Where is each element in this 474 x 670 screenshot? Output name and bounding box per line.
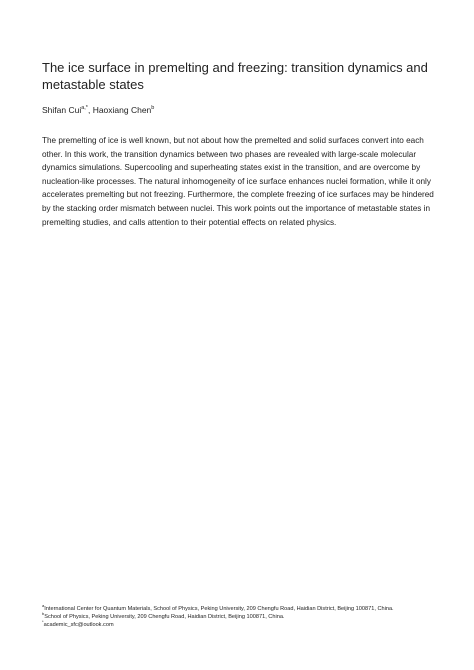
footnotes: [42, 605, 452, 630]
footnote-mark: b: [42, 611, 45, 617]
footnote-text: International Center for Quantum Materials, School of Physics, Peking University, 209 Chengfu Road, Haidian District, Beijing 100871, China.: [44, 606, 394, 612]
footnote-mark: a: [42, 603, 45, 609]
author-list: [42, 105, 442, 116]
footnote-mark: *: [42, 619, 44, 625]
author-separator: ,: [87, 105, 93, 115]
footnote-affiliation-a: [42, 605, 452, 613]
author-affiliation-mark: b: [151, 105, 155, 112]
footnote-email: [42, 621, 452, 629]
author-name: Haoxiang Chen: [92, 105, 152, 115]
footnote-affiliation-b: [42, 613, 452, 621]
paper-title: The ice surface in premelting and freezing: transition dynamics and metastable states: [42, 60, 428, 92]
abstract-text: The premelting of ice is well known, but not about how the premelted and solid surfaces convert into each other. In this work, the transition dynamics between two phases are revealed with large-scale molecular dynamics simulations. Supercooling and superheating states exist in the transition, and are overcome by nucleation-like processes. The natural inhomogeneity of ice surface enhances nuclei formation, while it only accelerates premelting but not freezing. Furthermore, the complete freezing of ice surfaces may be hindered by the stacking order mismatch between nuclei. This work points out the importance of metastable states in premelting studies, and calls attention to their potential effects on related physics.: [42, 136, 434, 227]
author-name: Shifan Cui: [42, 105, 82, 115]
footnote-text: School of Physics, Peking University, 209 Chengfu Road, Haidian District, Beijing 100871, China.: [44, 614, 285, 621]
footnote-text: academic_sfc@outlook.com: [43, 622, 114, 629]
author-affiliation-mark: a,*: [81, 105, 88, 112]
